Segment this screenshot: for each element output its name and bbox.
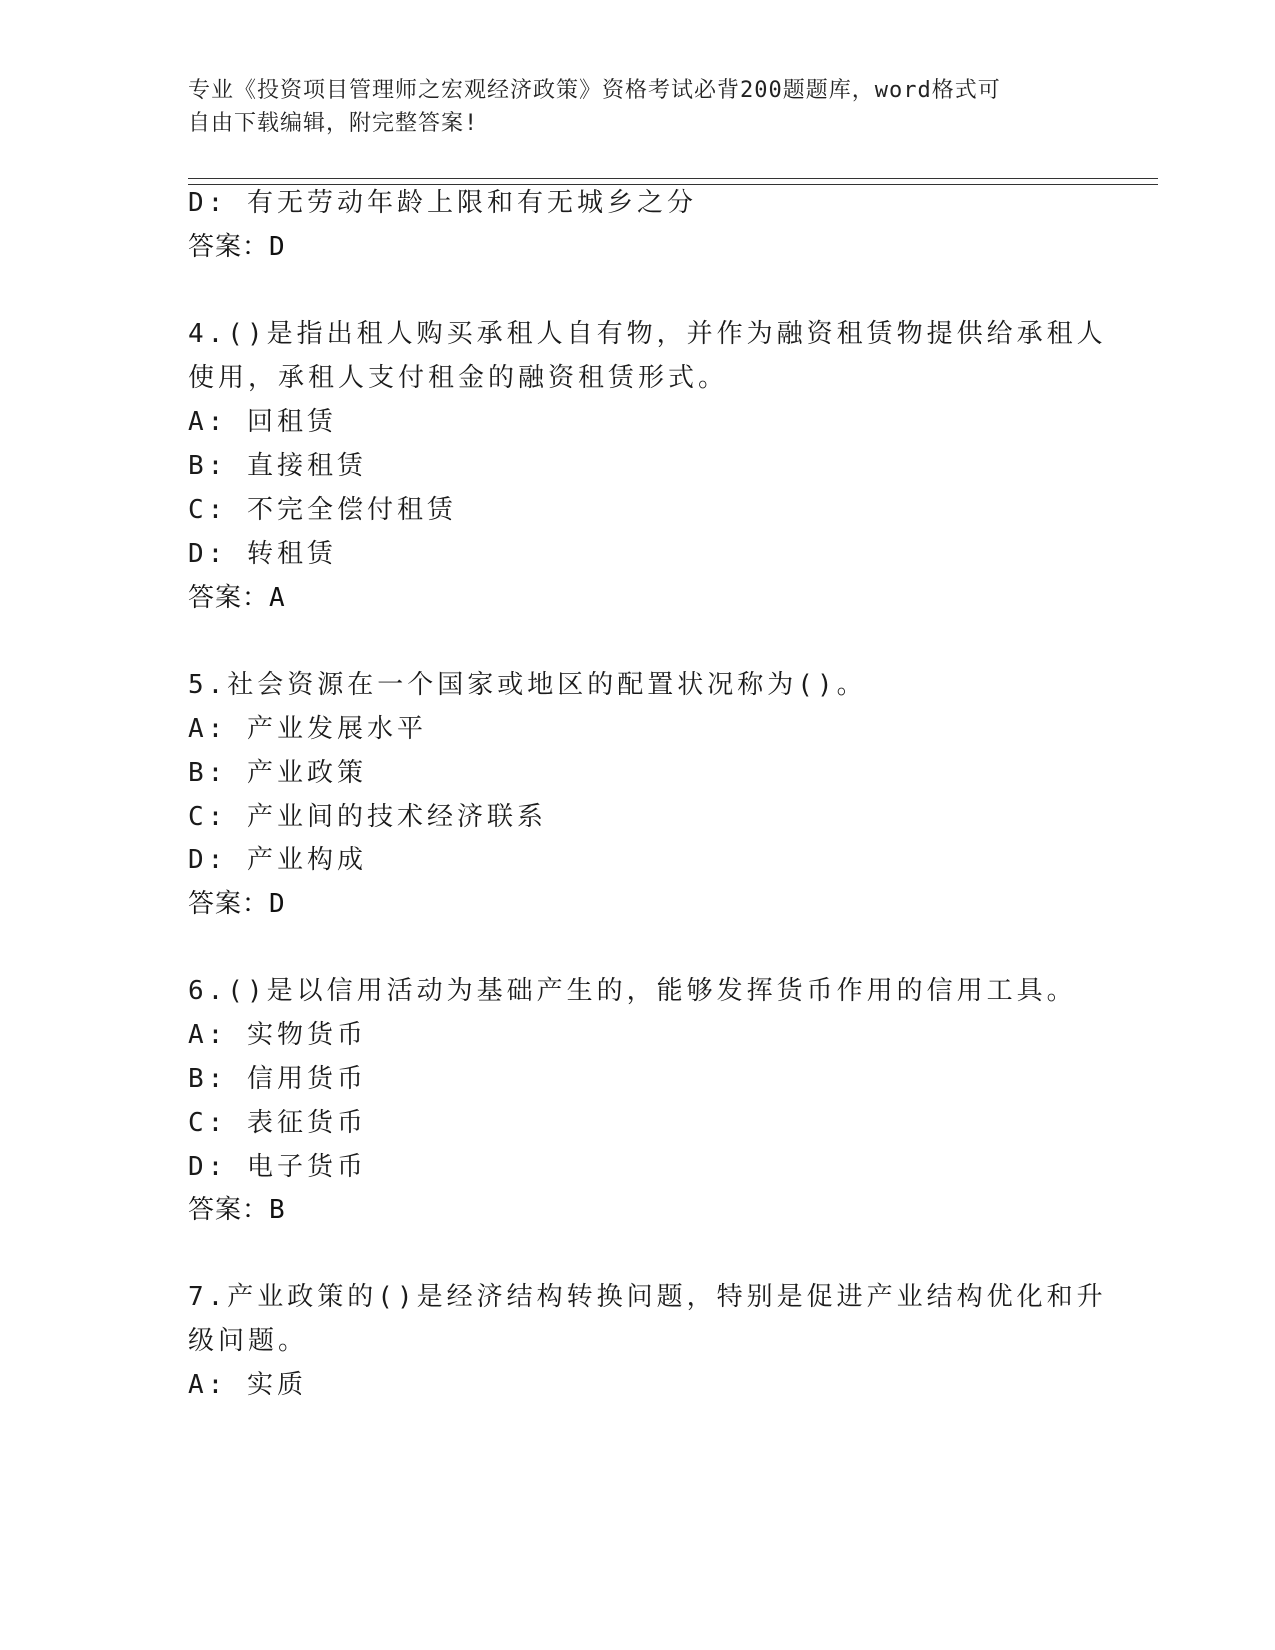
q7-stem-line-2: 级问题。 <box>188 1326 309 1356</box>
q5-answer: 答案：D <box>188 889 286 919</box>
q5-option-b: B: 产业政策 <box>188 758 367 788</box>
q4-answer: 答案：A <box>188 583 286 613</box>
q5-option-c: C: 产业间的技术经济联系 <box>188 802 547 832</box>
q4-option-b: B: 直接租赁 <box>188 451 367 481</box>
q5-stem: 5.社会资源在一个国家或地区的配置状况称为()。 <box>188 670 867 700</box>
header-line-2: 自由下载编辑，附完整答案! <box>188 111 479 136</box>
q4-stem-line-1: 4.()是指出租人购买承租人自有物，并作为融资租赁物提供给承租人 <box>188 319 1107 349</box>
q3-option-d: D: 有无劳动年龄上限和有无城乡之分 <box>188 188 697 218</box>
q6-option-b: B: 信用货币 <box>188 1064 367 1094</box>
q4-option-d: D: 转租赁 <box>188 539 337 569</box>
q6-answer: 答案：B <box>188 1195 286 1225</box>
q6-option-a: A: 实物货币 <box>188 1020 367 1050</box>
q4-option-c: C: 不完全偿付租赁 <box>188 495 457 525</box>
q6-option-d: D: 电子货币 <box>188 1152 367 1182</box>
q6-option-c: C: 表征货币 <box>188 1108 367 1138</box>
header-divider <box>188 178 1158 185</box>
q7-stem-line-1: 7.产业政策的()是经济结构转换问题，特别是促进产业结构优化和升 <box>188 1282 1107 1312</box>
q7-option-a: A: 实质 <box>188 1370 307 1400</box>
q6-stem: 6.()是以信用活动为基础产生的，能够发挥货币作用的信用工具。 <box>188 976 1077 1006</box>
q4-stem-line-2: 使用，承租人支付租金的融资租赁形式。 <box>188 363 729 393</box>
q3-answer: 答案：D <box>188 232 286 262</box>
q4-option-a: A: 回租赁 <box>188 407 337 437</box>
q5-option-d: D: 产业构成 <box>188 845 367 875</box>
header-line-1: 专业《投资项目管理师之宏观经济政策》资格考试必背200题题库，word格式可 <box>188 78 1001 103</box>
document-header <box>188 74 1088 140</box>
q5-option-a: A: 产业发展水平 <box>188 714 427 744</box>
